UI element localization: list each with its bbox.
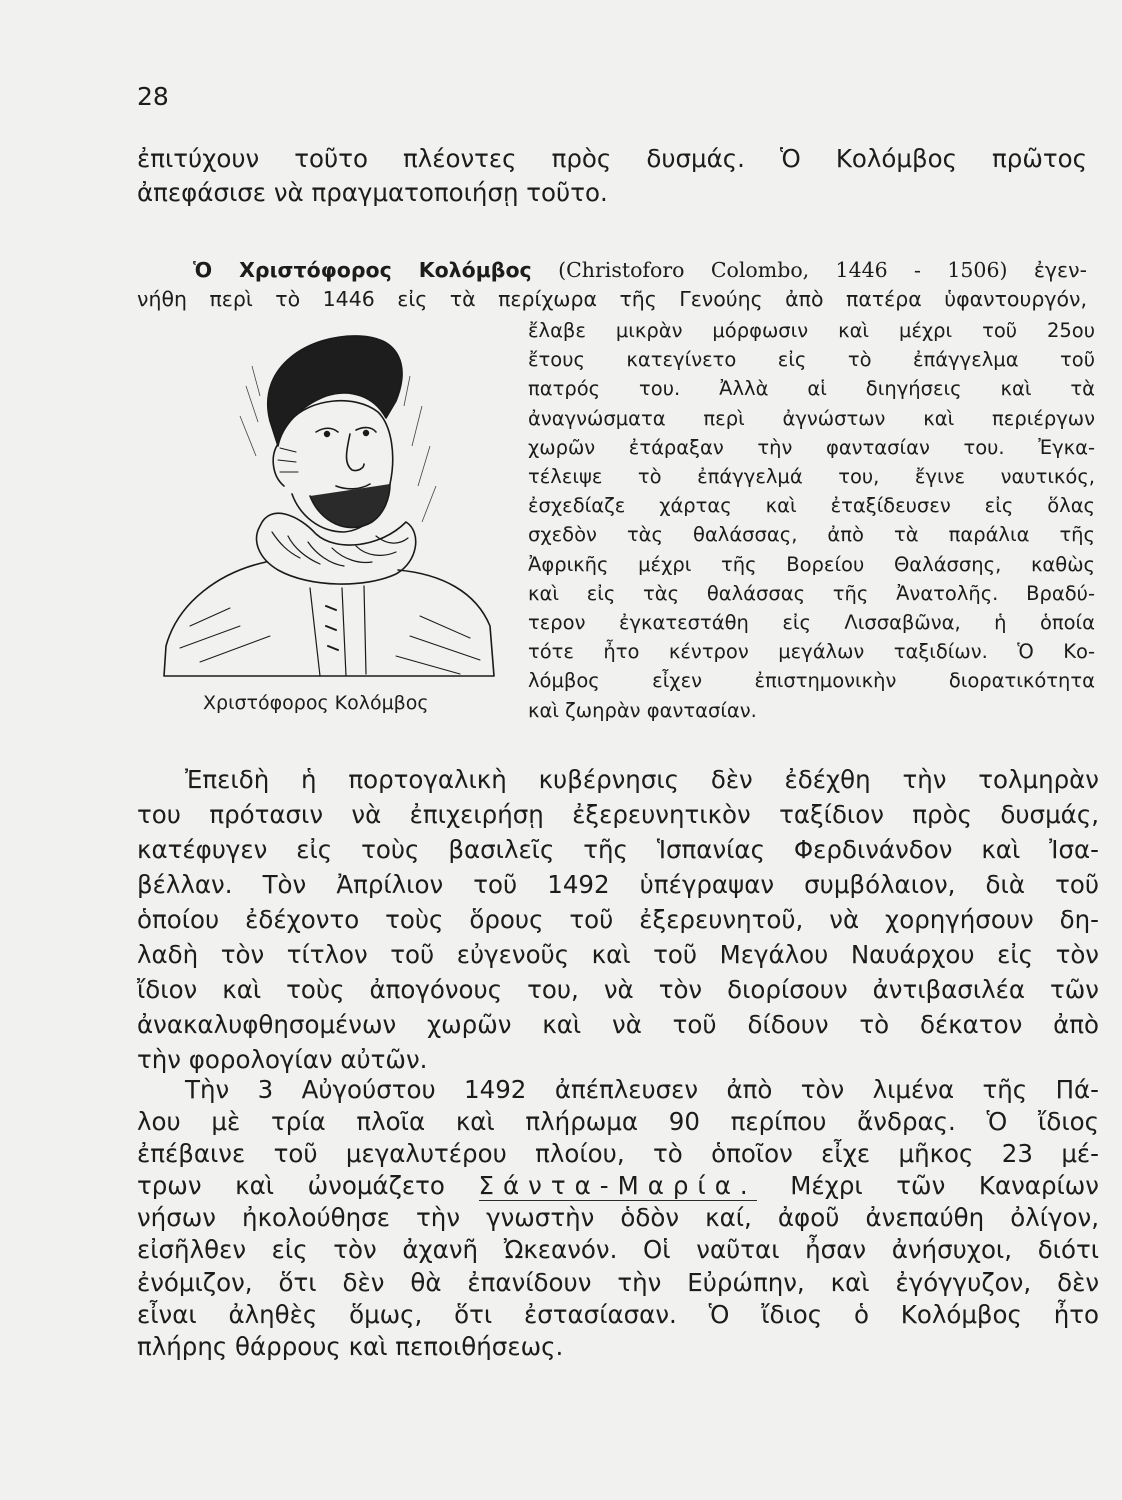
text-line: πατρός του. Ἀλλὰ αἱ διηγήσεις καὶ τὰ bbox=[528, 377, 1095, 401]
text-line: ἐσχεδίαζε χάρτας καὶ ἐταξίδευσεν εἰς ὅλας bbox=[528, 494, 1095, 518]
paragraph-2 bbox=[137, 762, 1099, 1077]
text-line: νήθη περὶ τὸ 1446 εἰς τὰ περίχωρα τῆς Γενούης ἀπὸ πατέρα ὑφαντουργόν, bbox=[137, 287, 1087, 311]
text-line: βέλλαν. Τὸν Ἀπρίλιον τοῦ 1492 ὑπέγραψαν συμβόλαιον, διὰ τοῦ bbox=[137, 870, 1099, 899]
text-line: τότε ἦτο κέντρον μεγάλων ταξιδίων. Ὁ Κο- bbox=[528, 640, 1095, 664]
person-name: Ὁ Χριστόφορος Κολόμβος bbox=[193, 258, 532, 282]
text-line: ἐπέβαινε τοῦ μεγαλυτέρου πλοίου, τὸ ὁποῖον εἶχε μῆκος 23 μέ- bbox=[137, 1139, 1099, 1169]
paragraph-3 bbox=[137, 1074, 1099, 1363]
text-line: νήσων ἠκολούθησε τὴν γνωστὴν ὁδὸν καί, ἀφοῦ ἀνεπαύθη ὀλίγον, bbox=[137, 1203, 1099, 1233]
biography-side-text bbox=[528, 316, 1095, 725]
latin-name: (Christoforo Colombo, 1446 - 1506) bbox=[558, 258, 1008, 282]
portrait-caption: Χριστόφορος Κολόμβος bbox=[203, 692, 429, 714]
page-number: 28 bbox=[137, 82, 169, 111]
text-line: εἶναι ἀληθὲς ὅμως, ὅτι ἐστασίασαν. Ὁ ἴδιος ὁ Κολόμβος ἦτο bbox=[137, 1299, 1099, 1329]
text-line: λόμβος εἶχεν ἐπιστημονικὴν διορατικότητα bbox=[528, 669, 1095, 693]
columbus-portrait-engraving bbox=[160, 326, 498, 682]
text-fragment: ἐγεν- bbox=[1033, 258, 1087, 282]
text-line: ἐνόμιζον, ὅτι δὲν θὰ ἐπανίδουν τὴν Εὐρώπην, καὶ ἐγόγγυζον, δὲν bbox=[137, 1267, 1099, 1297]
text-line: ὁποίου ἐδέχοντο τοὺς ὅρους τοῦ ἐξερευνητοῦ, νὰ χορηγήσουν δη- bbox=[137, 905, 1099, 934]
text-line: τερον ἐγκατεστάθη εἰς Λισσαβῶνα, ἡ ὁποία bbox=[528, 611, 1095, 635]
text-line: πλήρης θάρρους καὶ πεποιθήσεως. bbox=[137, 1331, 564, 1361]
text-line: Τὴν 3 Αὐγούστου 1492 ἀπέπλευσεν ἀπὸ τὸν λιμένα τῆς Πά- bbox=[185, 1075, 1099, 1104]
biography-heading bbox=[137, 256, 1087, 314]
text-line: Ἐπειδὴ ἡ πορτογαλικὴ κυβέρνησις δὲν ἐδέχθη τὴν τολμηρὰν bbox=[185, 765, 1099, 794]
text-line: του πρότασιν νὰ ἐπιχειρήσῃ ἐξερευνητικὸν ταξίδιον πρὸς δυσμάς, bbox=[137, 800, 1099, 829]
text-line: κατέφυγεν εἰς τοὺς βασιλεῖς τῆς Ἱσπανίας Φερδινάνδον καὶ Ἰσα- bbox=[137, 835, 1099, 864]
text-line: ἀναγνώσματα περὶ ἀγνώστων καὶ περιέργων bbox=[528, 406, 1095, 430]
text-line: σχεδὸν τὰς θαλάσσας, ἀπὸ τὰ παράλια τῆς bbox=[528, 523, 1095, 547]
text-line: τὴν φορολογίαν αὐτῶν. bbox=[137, 1045, 428, 1074]
ship-name: Σάντα-Μαρία. bbox=[478, 1171, 757, 1201]
text-line: λου μὲ τρία πλοῖα καὶ πλήρωμα 90 περίπου ἄνδρας. Ὁ ἴδιος bbox=[137, 1107, 1099, 1137]
text-line: ἔλαβε μικρὰν μόρφωσιν καὶ μέχρι τοῦ 25ου bbox=[528, 319, 1095, 342]
text-line: ἀπεφάσισε νὰ πραγματοποιήσῃ τοῦτο. bbox=[137, 178, 608, 207]
text-line: καὶ εἰς τὰς θαλάσσας τῆς Ἀνατολῆς. Βραδύ- bbox=[528, 581, 1095, 605]
text-line-with-ship-name bbox=[137, 1170, 1099, 1202]
biography-first-line bbox=[137, 256, 1087, 285]
text-line: χωρῶν ἐτάραξαν τὴν φαντασίαν του. Ἐγκα- bbox=[528, 435, 1095, 459]
text-line: καὶ ζωηρὰν φαντασίαν. bbox=[528, 698, 757, 722]
intro-paragraph bbox=[137, 142, 1087, 210]
text-line: τέλειψε τὸ ἐπάγγελμά του, ἔγινε ναυτικός, bbox=[528, 465, 1095, 489]
text-line: ἔτους κατεγίνετο εἰς τὸ ἐπάγγελμα τοῦ bbox=[528, 348, 1095, 372]
text-line: εἰσῆλθεν εἰς τὸν ἀχανῆ Ὠκεανόν. Οἱ ναῦται ἦσαν ἀνήσυχοι, διότι bbox=[137, 1235, 1099, 1265]
text-line: Ἀφρικῆς μέχρι τῆς Βορείου Θαλάσσης, καθὼς bbox=[528, 552, 1095, 576]
text-fragment: τρων καὶ ὠνομάζετο bbox=[137, 1171, 445, 1201]
text-line: λαδὴ τὸν τίτλον τοῦ εὐγενοῦς καὶ τοῦ Μεγάλου Ναυάρχου εἰς τὸν bbox=[137, 940, 1099, 969]
text-line: ἐπιτύχουν τοῦτο πλέοντες πρὸς δυσμάς. Ὁ Κολόμβος πρῶτος bbox=[137, 144, 1087, 173]
text-fragment: Μέχρι τῶν Καναρίων bbox=[790, 1171, 1099, 1201]
text-line: ἴδιον καὶ τοὺς ἀπογόνους του, νὰ τὸν διορίσουν ἀντιβασιλέα τῶν bbox=[137, 975, 1099, 1004]
text-line: ἀνακαλυφθησομένων χωρῶν καὶ νὰ τοῦ δίδουν τὸ δέκατον ἀπὸ bbox=[137, 1010, 1099, 1039]
